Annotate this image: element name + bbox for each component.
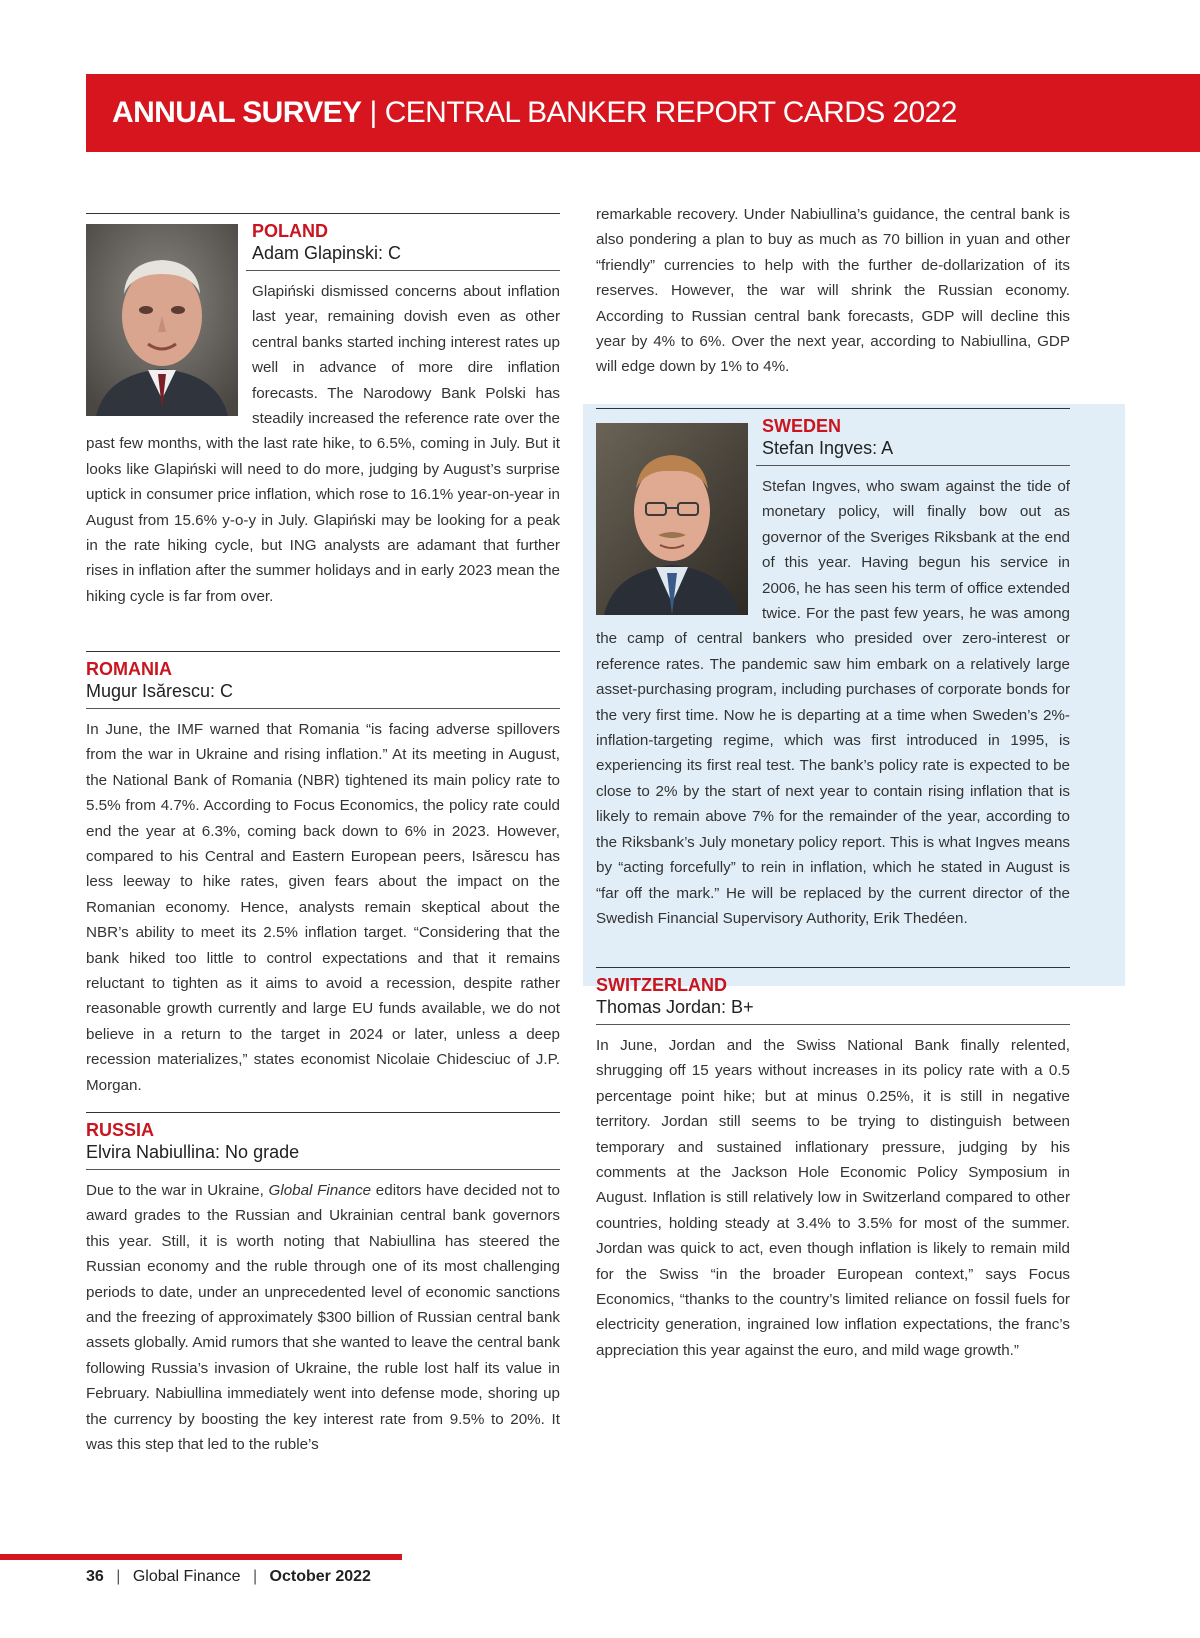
page-number: 36 <box>86 1568 104 1585</box>
portrait-adam-glapinski <box>86 224 238 416</box>
governor-name: Adam Glapinski: C <box>252 243 402 263</box>
section-poland <box>86 213 560 609</box>
country-heading: ROMANIA <box>86 659 172 679</box>
section-switzerland <box>596 967 1070 1363</box>
page-footer <box>86 1568 371 1586</box>
name-underline <box>246 270 560 271</box>
name-underline <box>596 1024 1070 1025</box>
name-underline <box>86 708 560 709</box>
footer-separator: | <box>252 1568 258 1585</box>
governor-name: Mugur Isărescu: C <box>86 681 234 701</box>
section-divider <box>596 967 1070 968</box>
country-heading: POLAND <box>252 221 328 241</box>
governor-name: Stefan Ingves: A <box>762 438 894 458</box>
footer-accent-bar <box>0 1554 402 1560</box>
section-divider <box>86 1112 560 1113</box>
section-russia <box>86 1112 560 1457</box>
section-romania <box>86 651 560 1098</box>
country-heading: SWITZERLAND <box>596 975 727 995</box>
footer-separator: | <box>116 1568 121 1585</box>
article-text <box>86 1178 560 1457</box>
governor-name: Thomas Jordan: B+ <box>596 997 754 1017</box>
article-text: Glapiński dismissed concerns about inflation last year, remaining dovish even as other central banks started inching interest rates up well in advance of more dire inflation forecasts. The Narodowy Bank Polski has steadily increased the reference rate over the past few months, with the last rate hike, to 6.5%, coming in July. But it looks like Glapiński will need to do more, judging by August’s surprise uptick in consumer price inflation, which rose to 16.1% year-on-year in August from 15.6% y-o-y in July. Glapiński may be looking for a peak in the rate hiking cycle, but ING analysts are adamant that further rises in inflation after the summer holidays and in early 2023 mean the hiking cycle is far from over. <box>86 283 560 605</box>
page-banner <box>86 74 1200 152</box>
portrait-stefan-ingves <box>596 423 748 615</box>
article-text: In June, Jordan and the Swiss National Bank finally relented, shrugging off 15 years without increases in its policy rate with a 0.5 percentage point hike; but at minus 0.25%, it is still in negative territory. Jordan still seems to be trying to distinguish between temporary and sustained inflationary pressure, judging by his comments at the Jackson Hole Economic Policy Symposium in August. Inflation is still relatively low in Switzerland compared to other countries, holding steady at 3.4% to 3.5% for most of the summer. Jordan was quick to act, even though inflation is likely to remain mild for the Swiss “in the broader European context,” says Focus Economics, “thanks to the country’s limited reliance on fossil fuels for electricity generation, ingrained low inflation expectations, the franc’s appreciation this year against the euro, and mild wage growth.” <box>596 1037 1070 1359</box>
text-part: editors have decided not to award grades to the Russian and Ukrainian central bank governors this year. Still, it is worth noting that Nabiullina has steered the Russian economy and the ruble through one of its most challenging periods to date, under an unprecedented level of economic sanctions and the freezing of approximately $300 billion of Russian central bank assets globally. Amid rumors that she wanted to leave the central bank following Russia’s invasion of Ukraine, the ruble lost half its value in February. Nabiullina immediately went into defense mode, shoring up the currency by boosting the key interest rate from 9.5% to 20%. It was this step that led to the ruble’s <box>86 1182 560 1454</box>
governor-name: Elvira Nabiullina: No grade <box>86 1142 300 1162</box>
issue-date: October 2022 <box>269 1568 371 1585</box>
section-divider <box>86 651 560 652</box>
banner-title: CENTRAL BANKER REPORT CARDS 2022 <box>384 96 957 129</box>
article-text-continued: remarkable recovery. Under Nabiullina’s guidance, the central bank is also pondering a plan to buy as much as 70 billion in yuan and other “friendly” currencies to help with the further de-dollarization of its reserves. However, the war will shrink the Russian economy. According to Russian central bank forecasts, GDP will decline this year by 4% to 6%. Over the next year, according to Nabiullina, GDP will edge down by 1% to 4%. <box>596 206 1070 376</box>
section-sweden <box>596 408 1070 931</box>
publication-name-italic: Global Finance <box>268 1182 372 1199</box>
banner-label: ANNUAL SURVEY <box>112 96 362 129</box>
article-text: Stefan Ingves, who swam against the tide of monetary policy, will finally bow out as governor of the Sveriges Riksbank at the end of this year. Having begun his service in 2006, he has seen his term of office extended twice. For the past few years, he was among the camp of central bankers who presided over zero-interest or reference rates. The pandemic saw him embark on a relatively large asset-purchasing program, including purchases of corporate bonds for the very first time. Now he is departing at a time when Sweden’s 2%-inflation-targeting regime, which was first introduced in 1995, is experiencing its first real test. The bank’s policy rate is expected to be close to 2% by the start of next year to contain rising inflation that is likely to remain above 7% for the remainder of the year, according to the Riksbank’s July monetary policy report. This is what Ingves means by “acting forcefully” to rein in inflation, which he stated in August is “far off the mark.” He will be replaced by the current director of the Swedish Financial Supervisory Authority, Erik Thedéen. <box>596 478 1070 927</box>
section-russia-continued <box>596 202 1070 380</box>
text-part: Due to the war in Ukraine, <box>86 1182 269 1199</box>
publication-name: Global Finance <box>132 1568 241 1585</box>
banner-separator: | <box>369 96 377 129</box>
name-underline <box>86 1169 560 1170</box>
country-heading: RUSSIA <box>86 1120 155 1140</box>
name-underline <box>756 465 1070 466</box>
article-text: In June, the IMF warned that Romania “is facing adverse spillovers from the war in Ukraine and rising inflation.” At its meeting in August, the National Bank of Romania (NBR) tightened its main policy rate to 5.5% from 4.7%. According to Focus Economics, the policy rate could end the year at 6.3%, coming back down to 6% in 2023. However, compared to his Central and Eastern European peers, Isărescu has less leeway to hike rates, given fears about the impact on the Romanian economy. Hence, analysts remain skeptical about the NBR’s ability to meet its 2.5% inflation target. “Considering that the bank hiked too little to control expectations and that it remains reluctant to tighten as it aims to avoid a recession, despite rather reasonable growth currently and large EU funds available, we do not believe in a return to the target in 2024 or later, unless a deep recession materializes,” states economist Nicolaie Chidesciuc of J.P. Morgan. <box>86 721 560 1094</box>
country-heading: SWEDEN <box>762 416 842 436</box>
